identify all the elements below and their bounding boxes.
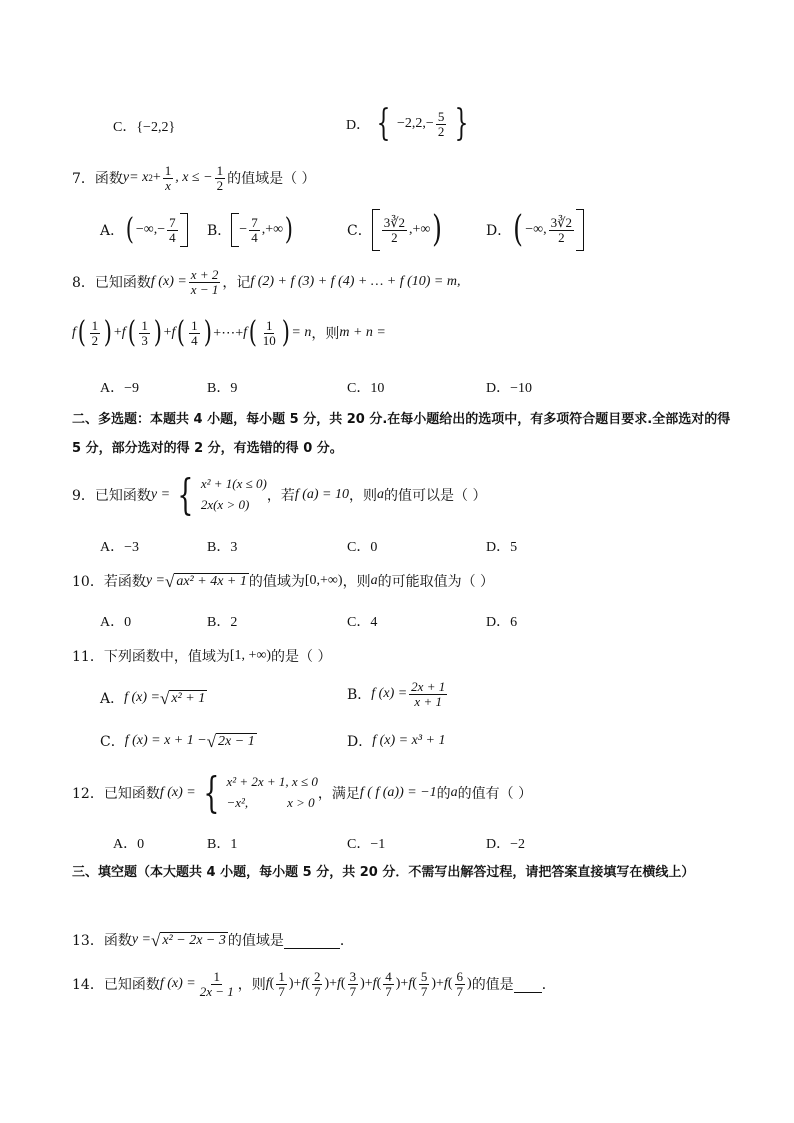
q8-option-c: C．10 — [347, 381, 385, 396]
q9-stem: 9．已知函数 y = { x² + 1(x ≤ 0) 2x(x > 0) ，若 f (a) = 10 ，则 a 的值可以是（ ） — [72, 470, 487, 519]
q7-option-b: B． − $\frac{7}{4}$ ,+∞ ) — [207, 212, 294, 247]
sqrt: √ x² + 1 — [160, 688, 206, 708]
left-brace: { — [376, 103, 391, 144]
q13-stem: 13．函数 y = √ x² − 2x − 3 的值域是 ． — [72, 930, 354, 950]
q8-stem-line2: f ( $\frac{1}{2}$ ) + f ( $\frac{1}{3}$ ) + f ( $\frac{1}{4}$ ) +⋯+ f ( $\frac{1}{10}$ ) = n ，则 m + n = — [72, 315, 386, 350]
fraction: $\frac{x + 2}{x - 1}$ — [190, 267, 219, 297]
fraction: $\frac{1}{2x - 1}$ — [199, 969, 234, 999]
q11-option-b: B． f (x) = $\frac{2x + 1}{x + 1}$ — [347, 679, 446, 709]
fraction: $\frac{1}{x}$ — [164, 163, 172, 193]
q12-option-b: B．1 — [207, 837, 238, 852]
q11-option-a: A． f (x) = √ x² + 1 — [100, 688, 206, 708]
section-2-header: 二、多选题：本题共 4 小题，每小题 5 分，共 20 分.在每小题给出的选项中，有多项符合题目要求.全部选对的得 5 分，部分选对的得 2 分，有选错的得 0 分。 — [72, 412, 731, 456]
q9-option-b: B．3 — [207, 540, 238, 555]
q7-stem: 7．函数 y = x 2 + $\frac{1}{x}$ , x ≤ − $\frac{1}{2}$ 的值域是（ ） — [72, 163, 316, 193]
fraction: $\frac{3∛2}{2}$ — [383, 214, 406, 245]
q8-stem: 8．已知函数 f (x) = $\frac{x + 2}{x - 1}$ ，记 f (2) + f (3) + f (4) + … + f (10) = m, — [72, 267, 461, 297]
q8-option-d: D．−10 — [486, 381, 533, 396]
left-brace: { — [177, 470, 194, 519]
section-3-header: 三、填空题（本大题共 4 小题，每小题 5 分，共 20 分．不需写出解答过程，请把答案直接填写在横线上） — [72, 865, 695, 880]
q12-option-c: C．−1 — [347, 837, 386, 852]
q7-option-a: A． ( −∞,− $\frac{7}{4}$ — [100, 213, 188, 247]
fraction: $\frac{1}{2}$ — [216, 163, 224, 193]
q6-option-d: D． { −2,2,− $\frac{5}{2}$ } — [346, 103, 469, 144]
fraction: $\frac{2x + 1}{x + 1}$ — [411, 679, 446, 709]
q9-option-a: A．−3 — [100, 540, 140, 555]
fraction: $\frac{7}{4}$ — [169, 214, 176, 245]
q6-option-c: C．{−2,2} — [113, 120, 176, 135]
answer-blank[interactable] — [284, 932, 340, 949]
q12-stem: 12．已知函数 f (x) = { x² + 2x + 1, x ≤ 0 −x², x > 0 ，满足 f ( f (a)) = −1 的 a 的值有（ ） — [72, 768, 533, 817]
q10-option-c: C．4 — [347, 615, 378, 630]
q10-option-a: A．0 — [100, 615, 132, 630]
q11-option-c: C． f (x) = x + 1 − √ 2x − 1 — [100, 731, 255, 751]
q9-option-c: C．0 — [347, 540, 378, 555]
q14-stem: 14．已知函数 f (x) = $\frac{1}{2x - 1}$ ，则 f ( $\frac{1}{7}$ ) + f ( $\frac{2}{7}$ ) + f ( $\frac{3}{7}$ ) + f ( $\frac{4}{7}$ ) + f ( $\frac{5}{7}$ ) + f ( $\frac{6}{7}$ ) 的值是 ． — [72, 969, 556, 999]
q10-option-d: D．6 — [486, 615, 518, 630]
q11-stem: 11．下列函数中，值域为 [1, +∞) 的是（ ） — [72, 648, 332, 665]
fraction: $\frac{7}{4}$ — [251, 214, 258, 245]
q8-option-b: B．9 — [207, 381, 238, 396]
q7-option-c: C． $\frac{3∛2}{2}$ ,+∞ ) — [347, 209, 443, 250]
left-brace: { — [203, 768, 220, 817]
q7-option-d: D． ( −∞, $\frac{3∛2}{2}$ — [486, 209, 584, 251]
fraction: $\frac{5}{2}$ — [437, 108, 445, 139]
piecewise-cases: x² + 1(x ≤ 0) 2x(x > 0) — [200, 476, 267, 512]
q11-option-d: D． f (x) = x³ + 1 — [347, 733, 446, 750]
q12-option-a: A．0 — [113, 837, 145, 852]
right-brace: } — [454, 103, 469, 144]
q9-option-d: D．5 — [486, 540, 518, 555]
sqrt: √ x² − 2x − 3 — [151, 930, 226, 950]
q8-option-a: A．−9 — [100, 381, 140, 396]
sqrt: √ ax² + 4x + 1 — [165, 571, 247, 591]
piecewise-cases: x² + 2x + 1, x ≤ 0 −x², x > 0 — [226, 774, 318, 810]
q10-option-b: B．2 — [207, 615, 238, 630]
fraction: $\frac{3∛2}{2}$ — [550, 214, 572, 245]
q10-stem: 10．若函数 y = √ ax² + 4x + 1 的值域为 [0,+∞) ，则 a 的可能取值为（ ） — [72, 571, 495, 591]
answer-blank[interactable] — [514, 976, 542, 993]
q12-option-d: D．−2 — [486, 837, 526, 852]
sqrt: √ 2x − 1 — [206, 731, 255, 751]
